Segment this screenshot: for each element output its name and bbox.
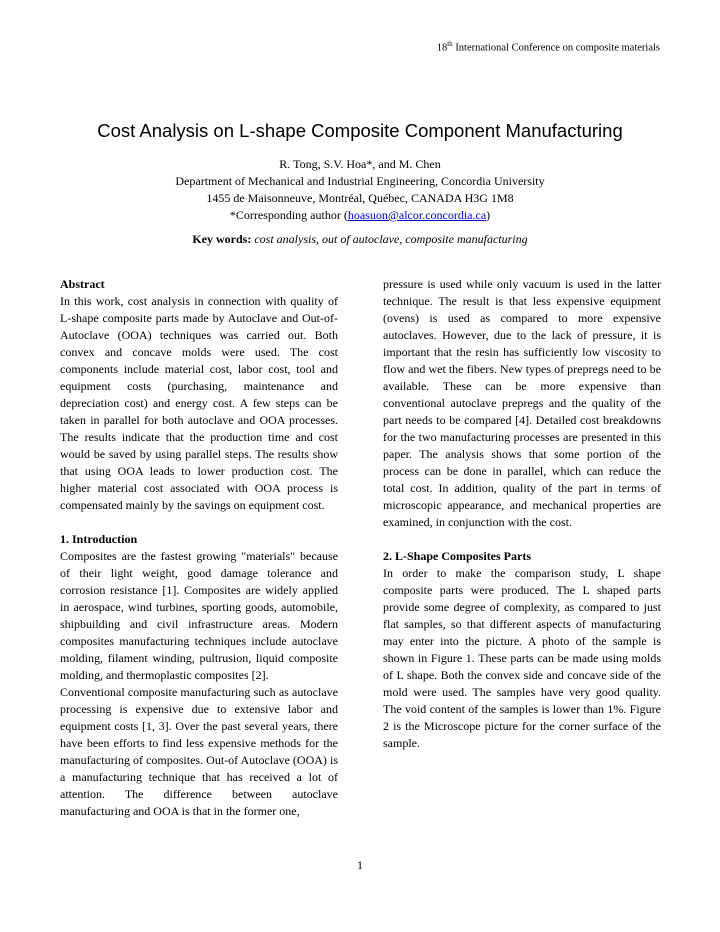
running-header: 18th International Conference on composite materials — [436, 40, 660, 54]
corresponding-author: *Corresponding author (hoasuon@alcor.concordia.ca) — [229, 208, 491, 222]
author-block — [0, 156, 720, 224]
abstract-heading: Abstract — [60, 277, 105, 291]
keywords-label: Key words: — [192, 232, 252, 246]
introduction-paragraph-1: Composites are the fastest growing "materials" because of their light weight, good damage tolerance and corrosion resistance [1]. Composites are widely applied in aerospace, wind turbines, sporting goods, automobile, shipbuilding and civil infrastructure areas. Modern composites manufacturing techniques include autoclave molding, filament winding, pultrusion, liquid composite molding, and thermoplastic composites [2]. — [60, 549, 338, 682]
keywords — [0, 232, 720, 247]
author-address: 1455 de Maisonneuve, Montréal, Québec, CANADA H3G 1M8 — [206, 191, 514, 205]
page-number: 1 — [357, 858, 363, 872]
right-column — [383, 276, 661, 752]
email-link[interactable]: hoasuon@alcor.concordia.ca — [347, 208, 487, 222]
keywords-text: cost analysis, out of autoclave, composite manufacturing — [254, 232, 528, 246]
abstract-text: In this work, cost analysis in connection with quality of L-shape composite parts made by Autoclave and Out-of-Autoclave (OOA) techniques was carried out. Both convex and concave molds were used. The cost components include material cost, labor cost, tool and equipment costs (purchasing, maintenance and depreciation cost) and energy cost. A few steps can be taken in parallel for both autoclave and OOA processes. The results indicate that the production time and cost would be saved by using parallel steps. The results show that using OOA leads to lower production cost. The higher material cost associated with OOA process is compensated mainly by the savings on equipment cost. — [60, 294, 338, 512]
paper-title: Cost Analysis on L-shape Composite Component Manufacturing — [97, 120, 623, 141]
left-column — [60, 276, 338, 820]
author-department: Department of Mechanical and Industrial Engineering, Concordia University — [175, 174, 545, 188]
introduction-paragraph-2: Conventional composite manufacturing such as autoclave processing is expensive due to extensive labor and equipment costs [1, 3]. Over the past several years, there have been efforts to find less expensive methods for the manufacturing of composites. Out-of Autoclave (OOA) is a manufacturing technique that has received a lot of attention. The difference between autoclave manufacturing and OOA is that in the former one, — [60, 685, 338, 818]
introduction-heading: 1. Introduction — [60, 532, 138, 546]
author-names: R. Tong, S.V. Hoa*, and M. Chen — [279, 157, 441, 171]
section-2-text: In order to make the comparison study, L shape composite parts were produced. The L shaped parts provide some degree of complexity, as compared to just flat samples, so that different aspects of manufacturing may enter into the picture. A photo of the sample is shown in Figure 1. These parts can be made using molds of L shape. Both the convex side and concave side of the mold were used. The samples have very good quality. The void content of the samples is lower than 1%. Figure 2 is the Microscope picture for the corner surface of the sample. — [383, 566, 661, 750]
section-2-heading: 2. L-Shape Composites Parts — [383, 549, 532, 563]
introduction-paragraph-2-continued: pressure is used while only vacuum is used in the latter technique. The result is that less expensive equipment (ovens) is used as compared to more expensive autoclaves. However, due to the lack of pressure, it is important that the resin has sufficiently low viscosity to flow and wet the fibers. New types of prepregs need to be available. These can be more expensive than conventional autoclave prepregs and the quality of the part needs to be compared [4]. Detailed cost breakdowns for the two manufacturing processes are presented in this paper. The analysis shows that some portion of the process can be done in parallel, which can reduce the total cost. In addition, quality of the part in terms of microscopic appearance, and mechanical properties are examined, in conjunction with the cost. — [383, 277, 661, 529]
